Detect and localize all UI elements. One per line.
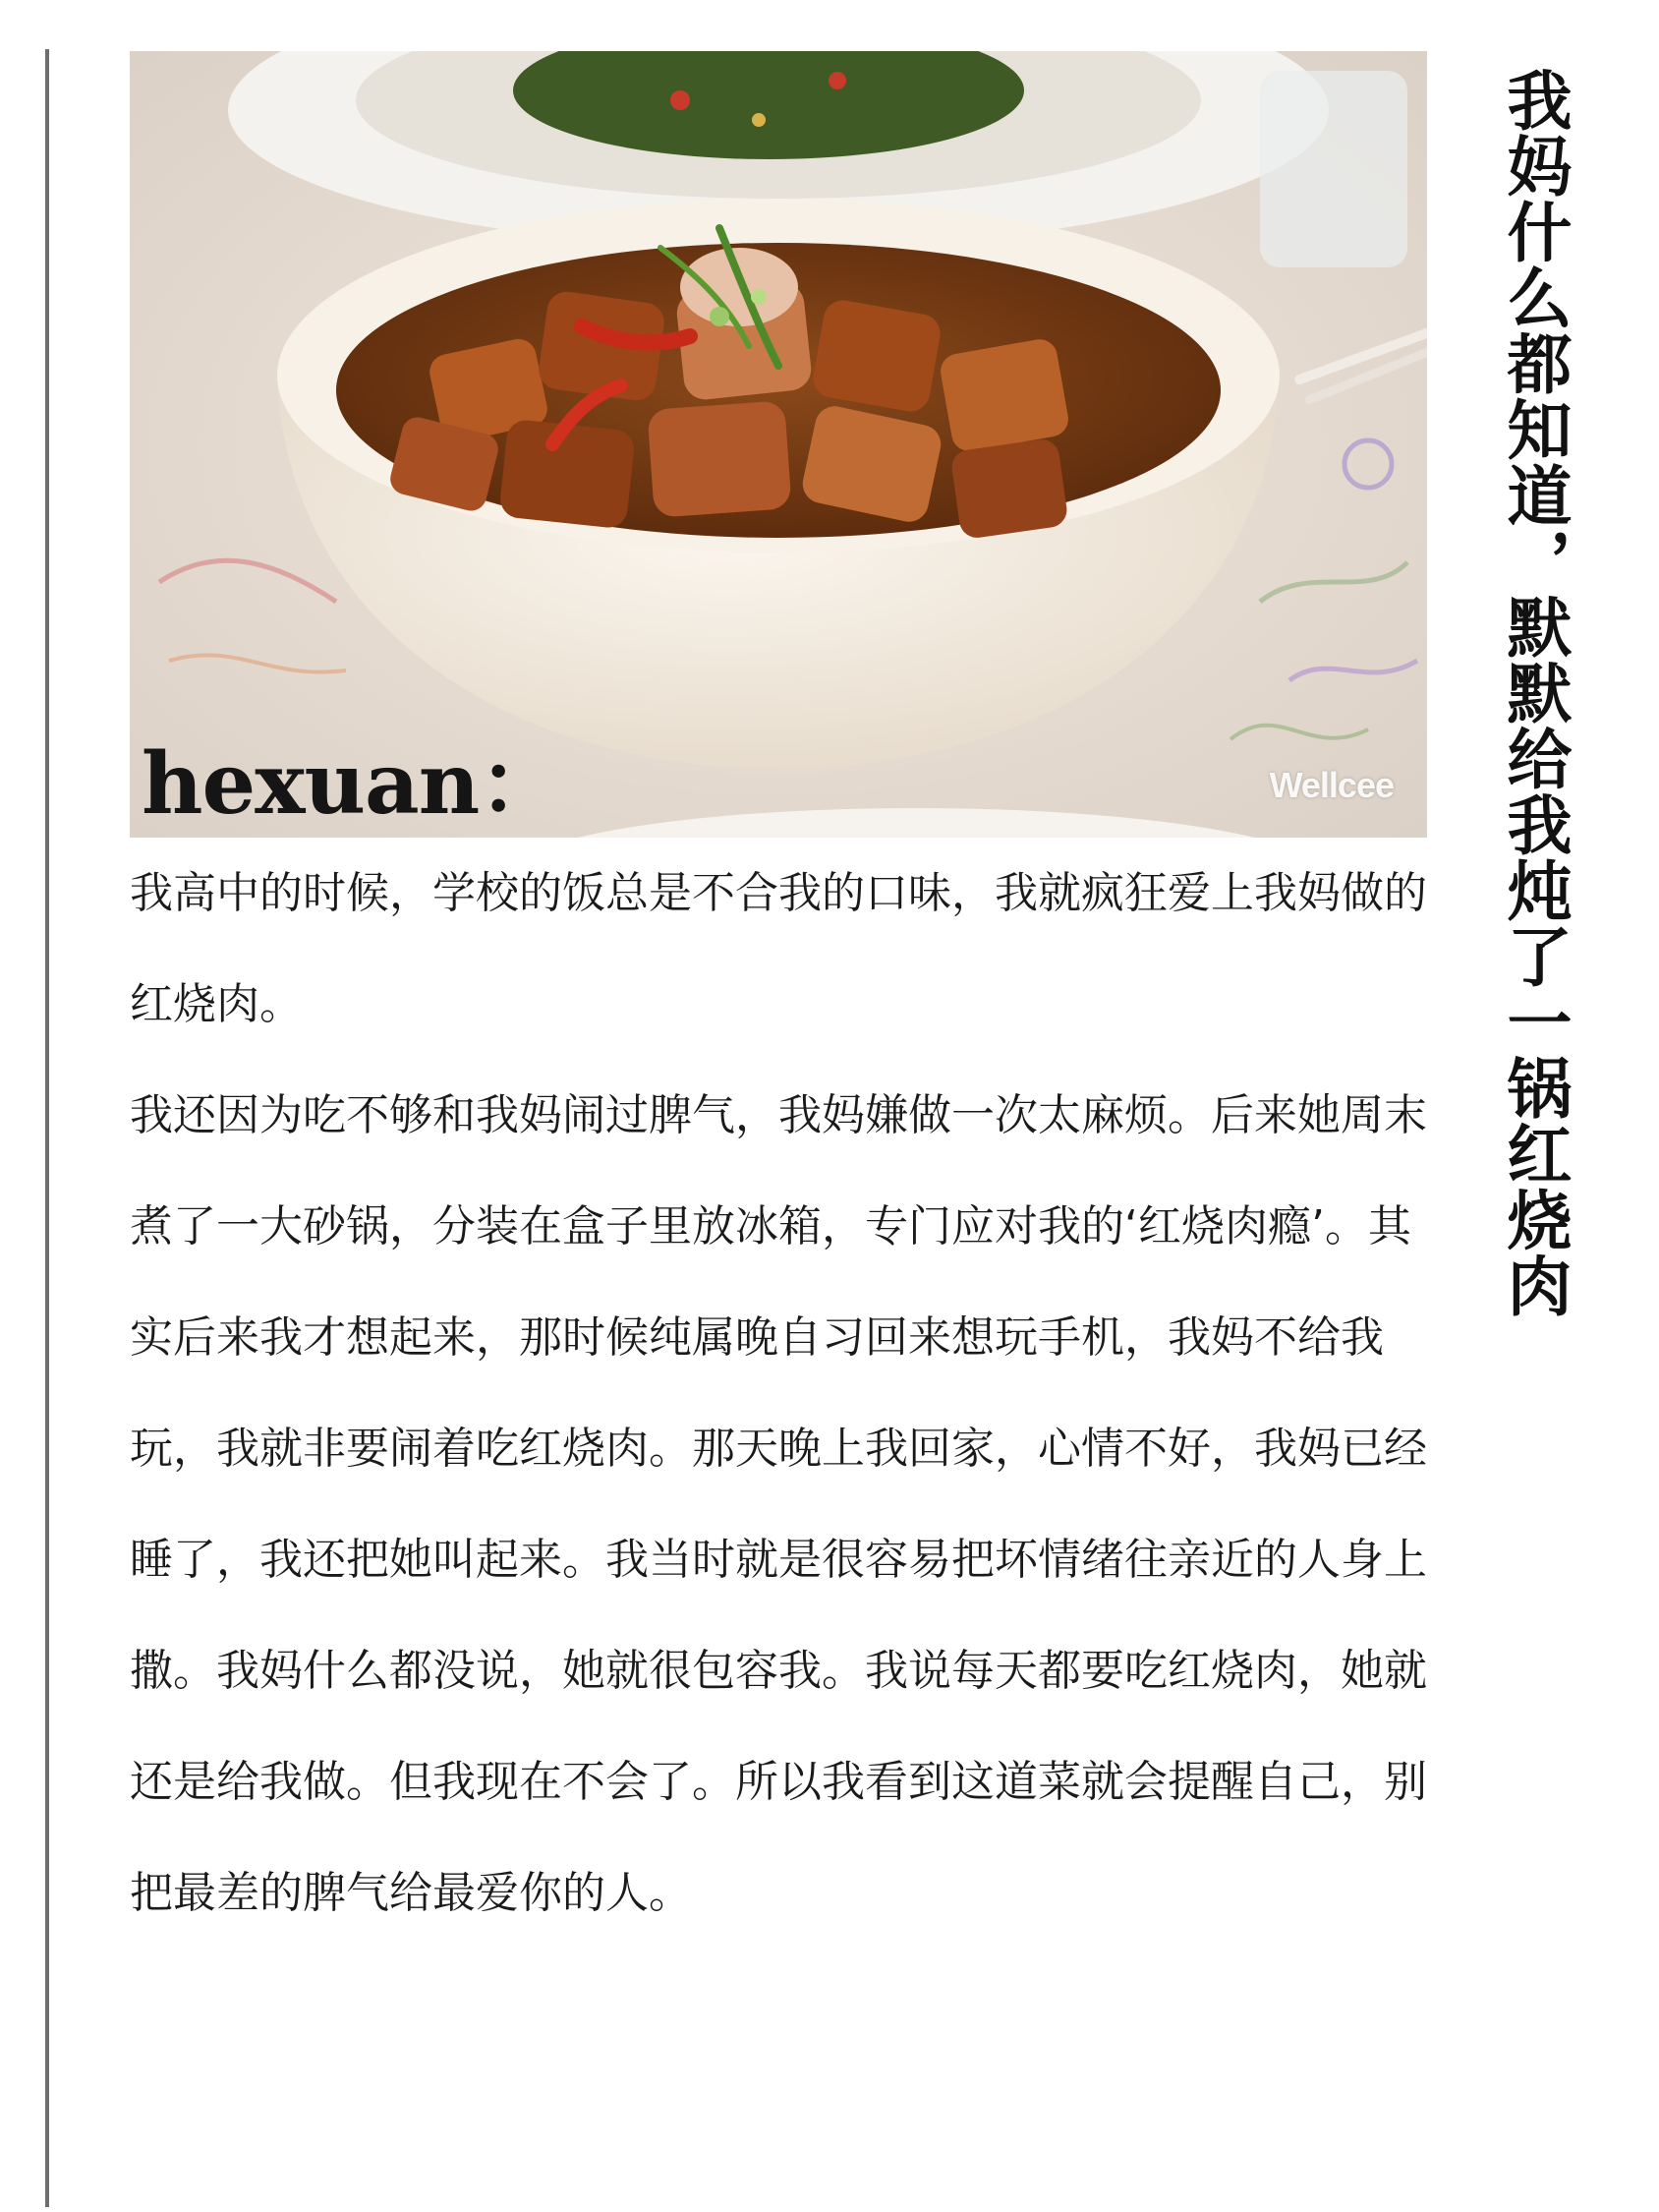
wellcee-watermark: Wellcee — [1269, 765, 1394, 805]
left-border-rule — [45, 49, 49, 2207]
glass — [1260, 71, 1407, 267]
story-paragraph-1: 我高中的时候，学校的饭总是不合我的口味，我就疯狂爱上我妈做的红烧肉。 — [130, 868, 1427, 1029]
story-paragraph-2: 我还因为吃不够和我妈闹过脾气，我妈嫌做一次太麻烦。后来她周末煮了一大砂锅，分装在盒子里放冰箱，专门应对我的‘红烧肉瘾’。其实后来我才想起来，那时候纯属晚自习回来想玩手机，我妈不给我玩，我就非要闹着吃红烧肉。那天晚上我回家，心情不好，我妈已经睡了，我还把她叫起来。我当时就是很容易把坏情绪往亲近的人身上撒。我妈什么都没说，她就很包容我。我说每天都要吃红烧肉，她就还是给我做。但我现在不会了。所以我看到这道菜就会提醒自己，别把最差的脾气给最爱你的人。 — [130, 1090, 1427, 1918]
photo-caption-author: hexuan： — [142, 734, 563, 835]
story-text — [130, 838, 1427, 1949]
vertical-title: 我妈什么都知道，默默给我炖了一锅红烧肉 — [1496, 67, 1573, 1318]
photo-illustration — [130, 51, 1427, 838]
braised-pork-photo — [130, 51, 1427, 838]
